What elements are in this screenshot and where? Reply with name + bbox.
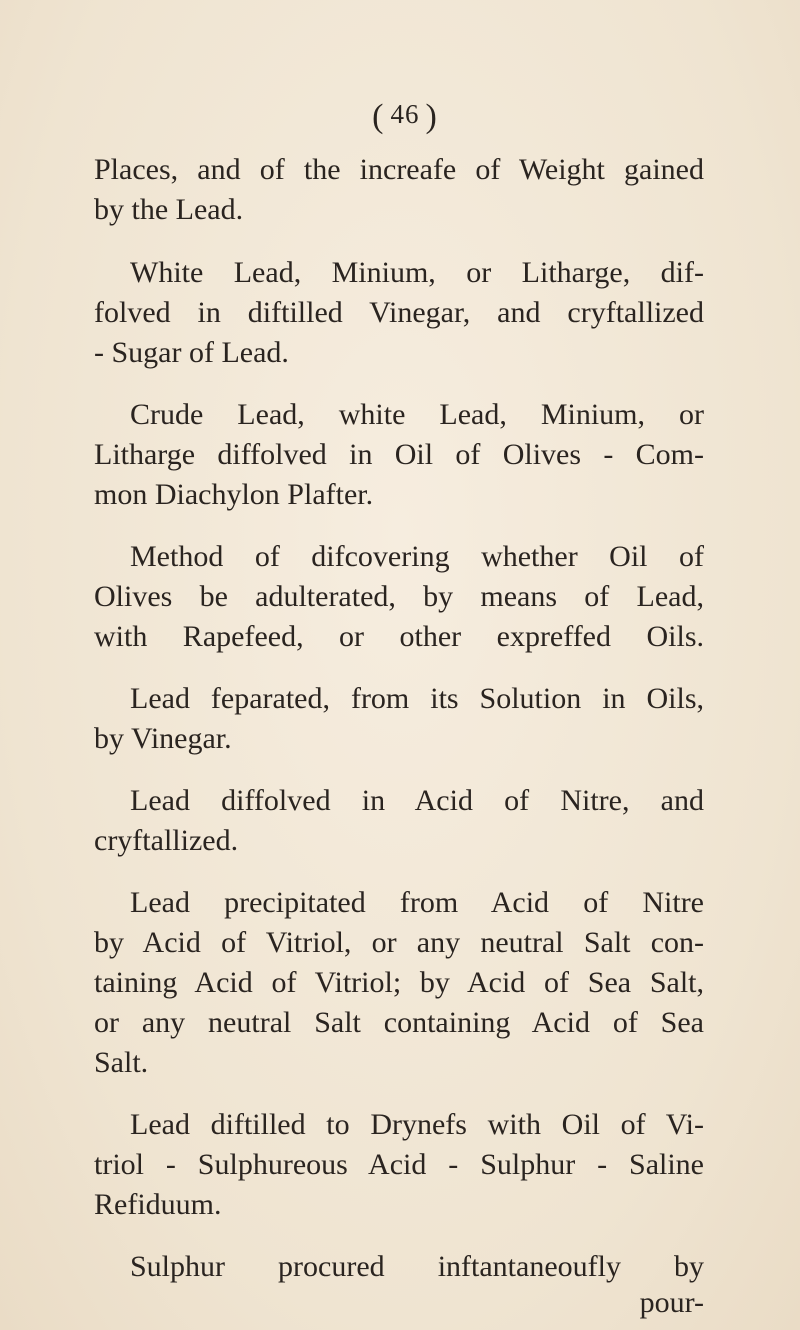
page-number-value: 46 xyxy=(390,99,420,129)
text-line: Lead feparated, from its Solution in Oils, xyxy=(130,682,704,715)
page-number-open-paren: ( xyxy=(372,98,385,135)
text-line: White Lead, Minium, or Litharge, dif- xyxy=(130,256,704,289)
text-line: by the Lead. xyxy=(94,193,244,226)
page-number xyxy=(330,98,480,136)
text-line: Refiduum. xyxy=(94,1188,222,1221)
text-line: Lead precipitated from Acid of Nitre xyxy=(130,886,704,919)
text-line: Crude Lead, white Lead, Minium, or xyxy=(130,398,704,431)
text-line: folved in diftilled Vinegar, and cryftallized xyxy=(94,296,704,329)
text-line: Litharge diffolved in Oil of Olives - Com- xyxy=(94,438,704,471)
text-line: Lead diftilled to Drynefs with Oil of Vi- xyxy=(130,1108,704,1141)
text-line: with Rapefeed, or other expreffed Oils. xyxy=(94,620,704,653)
text-line: - Sugar of Lead. xyxy=(94,336,289,369)
text-line: Lead diffolved in Acid of Nitre, and xyxy=(130,784,704,817)
text-line: Places, and of the increafe of Weight gained xyxy=(94,153,704,186)
catchword: pour- xyxy=(639,1286,704,1319)
text-line: by Acid of Vitriol, or any neutral Salt con- xyxy=(94,926,704,959)
text-line: taining Acid of Vitriol; by Acid of Sea Salt, xyxy=(94,966,704,999)
text-line: Salt. xyxy=(94,1046,149,1079)
page-number-close-paren: ) xyxy=(425,98,438,135)
text-line: cryftallized. xyxy=(94,824,239,857)
text-line: Sulphur procured inftantaneoufly by xyxy=(130,1250,704,1283)
text-line: by Vinegar. xyxy=(94,722,232,755)
text-line: mon Diachylon Plafter. xyxy=(94,478,374,511)
text-line: triol - Sulphureous Acid - Sulphur - Saline xyxy=(94,1148,704,1181)
text-line: or any neutral Salt containing Acid of Sea xyxy=(94,1006,704,1039)
text-line: Olives be adulterated, by means of Lead, xyxy=(94,580,704,613)
text-line: Method of difcovering whether Oil of xyxy=(130,540,704,573)
